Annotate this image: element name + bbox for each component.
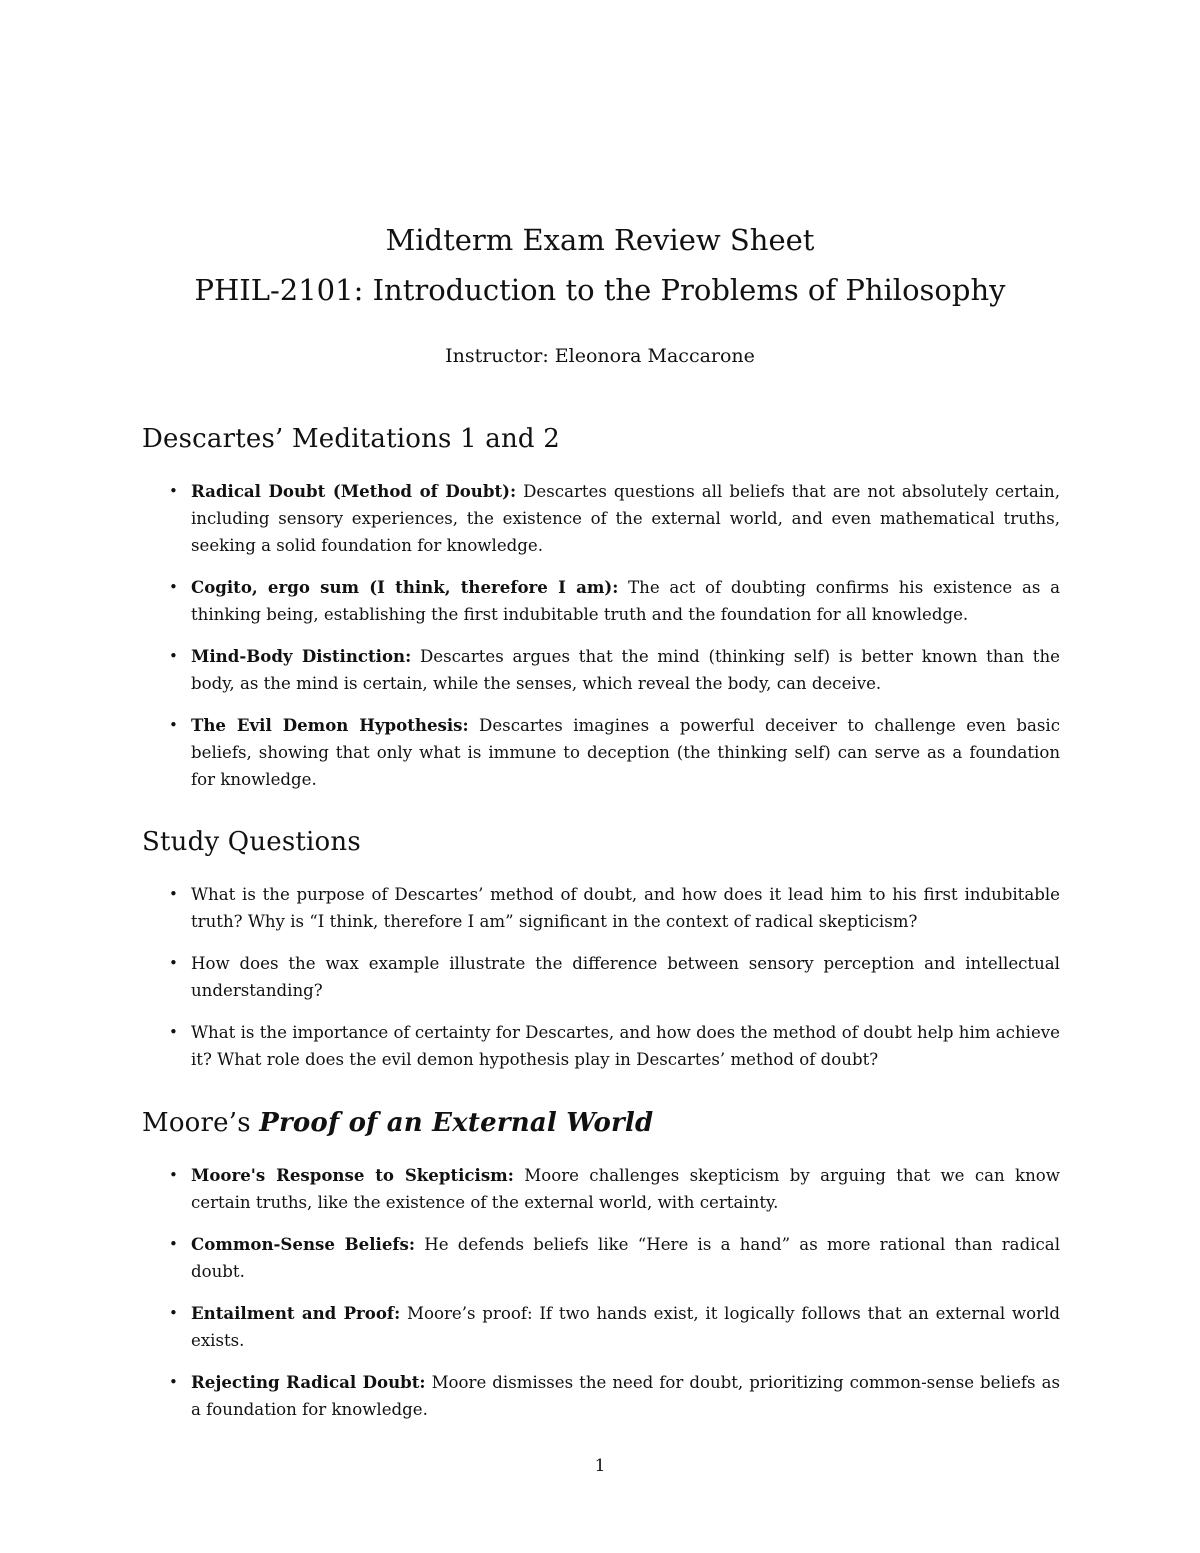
bullet-icon: • bbox=[169, 885, 178, 903]
item-text: He defends beliefs like “Here is a hand” as more rational than radical doubt. bbox=[191, 1235, 1061, 1281]
bullet-icon: • bbox=[169, 1235, 178, 1253]
section-heading: Study Questions bbox=[142, 827, 361, 857]
document-title: Midterm Exam Review Sheet bbox=[385, 223, 815, 257]
section-heading: Descartes’ Meditations 1 and 2 bbox=[142, 424, 560, 454]
bullet-icon: • bbox=[169, 647, 178, 665]
instructor-line: Instructor: Eleonora Maccarone bbox=[445, 345, 755, 367]
bullet-list bbox=[142, 881, 1060, 1073]
list-item bbox=[142, 643, 1060, 697]
section-heading bbox=[142, 1106, 1060, 1140]
bullet-icon: • bbox=[169, 1304, 178, 1322]
item-term: Mind-Body Distinction: bbox=[191, 646, 412, 666]
item-text: The act of doubting confirms his existence as a thinking being, establishing the first indubitable truth and the foundation for all knowledge. bbox=[191, 578, 1060, 624]
bullet-icon: • bbox=[169, 716, 178, 734]
bullet-icon: • bbox=[169, 954, 178, 972]
title-block bbox=[0, 222, 1200, 368]
item-term: The Evil Demon Hypothesis: bbox=[191, 715, 469, 735]
bullet-icon: • bbox=[169, 1023, 178, 1041]
bullet-list bbox=[142, 478, 1060, 793]
bullet-icon: • bbox=[169, 1373, 178, 1391]
list-item bbox=[142, 1231, 1060, 1285]
item-text: Descartes questions all beliefs that are not absolutely certain, including sensory experiences, the existence of the external world, and even mathematical truths, seeking a solid foundation for knowledge. bbox=[191, 482, 1060, 555]
item-term: Common-Sense Beliefs: bbox=[191, 1234, 416, 1254]
section-moore bbox=[142, 1106, 1060, 1438]
item-text: How does the wax example illustrate the difference between sensory perception and intellectual understanding? bbox=[191, 954, 1060, 1000]
list-item bbox=[142, 1019, 1060, 1073]
page-number: 1 bbox=[594, 1456, 606, 1476]
item-term: Rejecting Radical Doubt: bbox=[191, 1372, 426, 1392]
list-item bbox=[142, 950, 1060, 1004]
item-term: Moore's Response to Skepticism: bbox=[191, 1165, 514, 1185]
list-item bbox=[142, 881, 1060, 935]
list-item bbox=[142, 712, 1060, 793]
item-text: Moore challenges skepticism by arguing that we can know certain truths, like the existence of the external world, with certainty. bbox=[191, 1166, 1060, 1212]
bullet-icon: • bbox=[169, 482, 178, 500]
item-text: Descartes imagines a powerful deceiver to challenge even basic beliefs, showing that only what is immune to deception (the thinking self) can serve as a foundation for knowledge. bbox=[191, 716, 1060, 789]
item-term: Radical Doubt (Method of Doubt): bbox=[191, 481, 517, 501]
list-item bbox=[142, 1162, 1060, 1216]
item-term: Entailment and Proof: bbox=[191, 1303, 401, 1323]
list-item bbox=[142, 1369, 1060, 1423]
item-text: What is the importance of certainty for Descartes, and how does the method of doubt help him achieve it? What role does the evil demon hypothesis play in Descartes’ method of doubt? bbox=[191, 1023, 1060, 1069]
list-item bbox=[142, 1300, 1060, 1354]
item-text: Moore’s proof: If two hands exist, it logically follows that an external world exists. bbox=[191, 1304, 1060, 1350]
item-term: Cogito, ergo sum (I think, therefore I am): bbox=[191, 577, 619, 597]
list-item bbox=[142, 574, 1060, 628]
item-text: Descartes argues that the mind (thinking self) is better known than the body, as the mind is certain, while the senses, which reveal the body, can deceive. bbox=[191, 647, 1060, 693]
section-study-questions bbox=[142, 825, 1060, 1088]
heading-prefix: Moore’s bbox=[142, 1108, 260, 1138]
item-text: Moore dismisses the need for doubt, prioritizing common-sense beliefs as a foundation for knowledge. bbox=[191, 1373, 1060, 1419]
section-descartes bbox=[142, 422, 1060, 808]
bullet-icon: • bbox=[169, 1166, 178, 1184]
list-item bbox=[142, 478, 1060, 559]
bullet-list bbox=[142, 1162, 1060, 1423]
item-text: What is the purpose of Descartes’ method of doubt, and how does it lead him to his first indubitable truth? Why is “I think, therefore I am” significant in the context of radical skepticism? bbox=[191, 885, 1060, 931]
heading-emphasis: Proof of an External World bbox=[259, 1108, 654, 1138]
bullet-icon: • bbox=[169, 578, 178, 596]
course-title: PHIL-2101: Introduction to the Problems of Philosophy bbox=[194, 273, 1006, 307]
